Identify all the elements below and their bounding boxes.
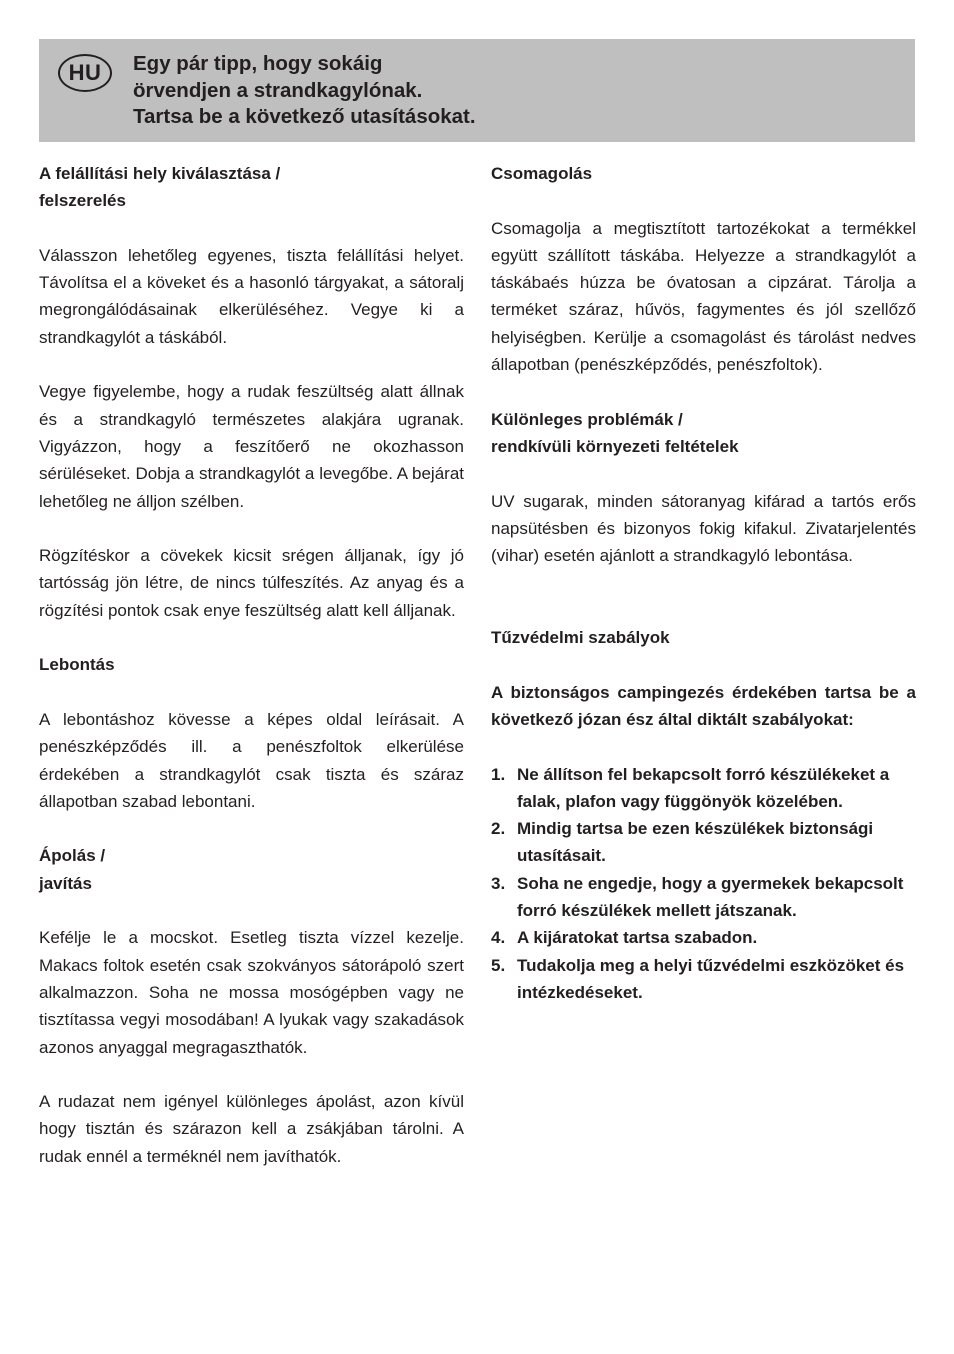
list-item: 4. A kijáratokat tartsa szabadon. xyxy=(491,928,758,948)
setup-paragraph: Vegye figyelembe, hogy a rudak feszültség alatt állnak és a strandkagyló természetes alakjára ugranak. Vigyázzon, hogy a feszítőerő ne okozhasson sérüléseket. Dobja a strandkagylót a levegőbe. A bejárat lehetőleg ne álljon szélben. xyxy=(39,382,464,511)
dismantle-heading: Lebontás xyxy=(39,655,115,675)
setup-paragraph: Válasszon lehetőleg egyenes, tiszta felállítási helyet. Távolítsa el a köveket és a hasonló tárgyakat, a sátoralj megrongálódásainak elkerüléséhez. Vegye ki a strandkagylót a táskából. xyxy=(39,245,464,347)
care-paragraph: A rudazat nem igényel különleges ápolást, azon kívül hogy tisztán és szárazon kell a zsákjában tárolni. A rudak ennél a terméknél nem javíthatók. xyxy=(39,1092,464,1166)
right-column xyxy=(491,160,916,1006)
special-heading: Különleges problémák / rendkívüli környezeti feltételek xyxy=(491,409,739,456)
list-item: 3. Soha ne engedje, hogy a gyermekek bekapcsolt forró készülékek mellett játszanak. xyxy=(491,873,904,921)
setup-paragraph: Rögzítéskor a cövekek kicsit srégen álljanak, így jó tartósság jön létre, de nincs túlfeszítés. Az anyag és a rögzítési pontok csak enye feszültség alatt kell álljanak. xyxy=(39,546,464,620)
title-line: örvendjen a strandkagylónak. xyxy=(133,78,423,102)
left-column xyxy=(39,160,464,1197)
title-line: Egy pár tipp, hogy sokáig xyxy=(133,52,383,75)
fire-rules-list xyxy=(491,761,916,1007)
fire-heading: Tűzvédelmi szabályok xyxy=(491,628,670,648)
dismantle-paragraph: A lebontáshoz kövesse a képes oldal leírásait. A penészképződés ill. a penészfoltok elkerülése érdekében a strandkagylót csak tiszta és száraz állapotban szabad lebontani. xyxy=(39,709,464,811)
care-heading: Ápolás / javítás xyxy=(39,846,106,893)
header-banner xyxy=(39,39,915,142)
list-item: 1. Ne állítson fel bekapcsolt forró készülékeket a falak, plafon vagy függönyök közelében. xyxy=(491,764,890,811)
list-item: 2. Mindig tartsa be ezen készülékek biztonsági utasításait. xyxy=(491,819,874,866)
spacer xyxy=(491,597,916,624)
special-paragraph: UV sugarak, minden sátoranyag kifárad a tartós erős napsütésben és bizonyos fokig kifakul. Zivatarjelentés (vihar) esetén ajánlott a strandkagyló lebontása. xyxy=(491,491,916,566)
title-line: Tartsa be a következő utasításokat. xyxy=(133,105,476,128)
list-item: 5. Tudakolja meg a helyi tűzvédelmi eszközöket és intézkedéseket. xyxy=(491,955,905,1002)
fire-intro: A biztonságos campingezés érdekében tartsa be a következő józan ész által diktált szabályokat: xyxy=(491,682,916,729)
care-paragraph: Kefélje le a mocskot. Esetleg tiszta vízzel kezelje. Makacs foltok esetén csak szokványos sátorápoló szert alkalmazzon. Soha ne mossa mosógépben vagy ne tisztítassa vegyi mosodában! A lyukak vagy szakadások azonos anyaggal megragaszthatók. xyxy=(39,928,464,1057)
page-title xyxy=(133,51,476,131)
pack-heading: Csomagolás xyxy=(491,164,593,183)
setup-heading: A felállítási hely kiválasztása / felszerelés xyxy=(39,164,281,211)
language-badge: HU xyxy=(58,54,112,92)
pack-paragraph: Csomagolja a megtisztított tartozékokat a termékkel együtt szállított táskába. Helyezze a strandkagylót a táskábaés húzza be óvatosan a cipzárat. Tárolja a terméket száraz, hűvös, fagymentes és jól szellőző helyiségben. Kerülje a csomagolást és tárolást nedves állapotban (penészképződés, penészfoltok). xyxy=(491,218,916,375)
